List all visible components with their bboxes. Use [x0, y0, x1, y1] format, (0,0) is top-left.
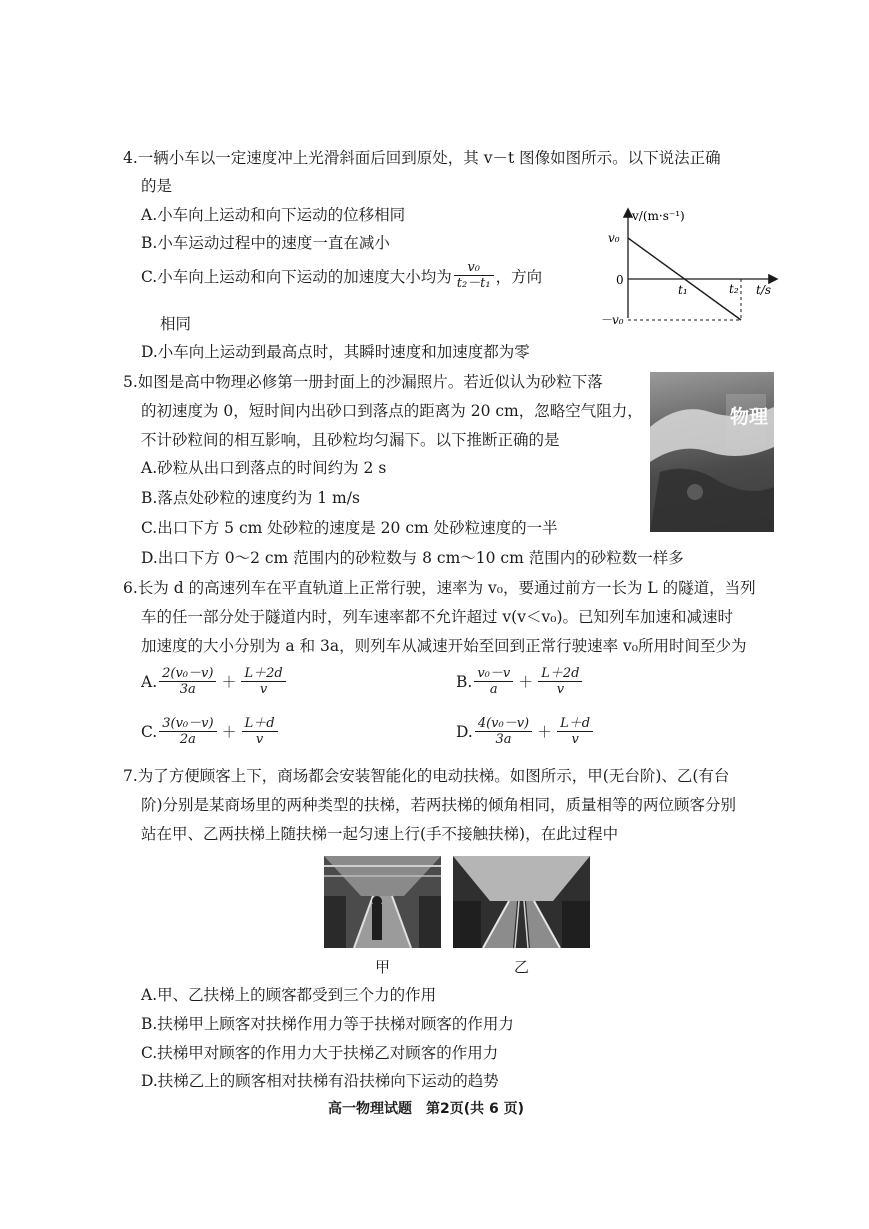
q6-line2: 车的任一部分处于隧道内时，列车速率都不允许超过 v(v＜v₀)。已知列车加速和减速时 [141, 608, 734, 626]
q7-option-c: C.扶梯甲对顾客的作用力大于扶梯乙对顾客的作用力 [141, 1044, 499, 1062]
q6-c-d1: 2a [179, 732, 196, 747]
q6-a-frac1 [159, 666, 216, 697]
graph-v0: v₀ [608, 231, 620, 245]
q6-a-d2: v [259, 682, 268, 697]
q6-line1: 6.长为 d 的高速列车在平直轨道上正常行驶，速率为 v₀，要通过前方一长为 L 的隧道，当列 [123, 579, 756, 597]
q7-option-b: B.扶梯甲上顾客对扶梯作用力等于扶梯对顾客的作用力 [141, 1015, 514, 1033]
q6-d-frac2 [557, 716, 593, 747]
q5-option-d: D.出口下方 0～2 cm 范围内的砂粒数与 8 cm～10 cm 范围内的砂粒数一样多 [141, 549, 684, 567]
q7-option-a: A.甲、乙扶梯上的顾客都受到三个力的作用 [141, 986, 437, 1004]
q6-c-d2: v [255, 732, 264, 747]
q5-option-a: A.砂粒从出口到落点的时间约为 2 s [141, 459, 387, 477]
q4-stem-line2: 的是 [141, 177, 173, 195]
q4-option-d: D.小车向上运动到最高点时，其瞬时速度和加速度都为零 [141, 343, 530, 361]
q6-b-d1: a [489, 682, 498, 697]
q6-c-frac1 [159, 716, 216, 747]
physics-book-cover-photo [650, 372, 774, 532]
q5-option-c: C.出口下方 5 cm 处砂粒的速度是 20 cm 处砂粒速度的一半 [141, 519, 558, 537]
caption-jia: 甲 [375, 958, 391, 976]
q6-b-label: B. [456, 672, 473, 691]
q4-option-c-post: ，方向 [495, 267, 543, 286]
q4-option-c-pre: C.小车向上运动和向下运动的加速度大小均为 [141, 267, 452, 286]
q6-a-plus: ＋ [221, 673, 237, 691]
graph-ylabel: v/(m·s⁻¹) [632, 209, 685, 223]
q5-line2: 的初速度为 0，短时间内出砂口到落点的距离为 20 cm，忽略空气阻力， [141, 402, 643, 420]
escalator-jia-illustration [324, 856, 441, 948]
cover-illustration [650, 372, 774, 532]
q6-a-n2: L＋2d [241, 666, 285, 682]
graph-neg-v0: －v₀ [600, 313, 624, 327]
q6-a-n1: 2(v₀－v) [159, 666, 216, 682]
q5-line1: 5.如图是高中物理必修第一册封面上的沙漏照片。若近似认为砂粒下落 [123, 373, 603, 391]
q4-option-c-fraction [454, 260, 494, 291]
q6-option-d [456, 716, 595, 747]
q6-a-frac2 [241, 666, 285, 697]
q6-c-n1: 3(v₀－v) [159, 716, 216, 732]
escalator-yi-photo [453, 856, 590, 948]
graph-zero: 0 [616, 273, 624, 287]
q4-vt-graph [598, 200, 788, 330]
q4-option-c-line2: 相同 [160, 315, 192, 333]
q6-d-n1: 4(v₀－v) [475, 716, 532, 732]
q4-option-c [141, 260, 542, 291]
q7-line1: 7.为了方便顾客上下，商场都会安装智能化的电动扶梯。如图所示，甲(无台阶)、乙(有台 [123, 767, 730, 785]
q6-a-label: A. [141, 672, 158, 691]
q6-c-label: C. [141, 722, 158, 741]
q6-d-d2: v [571, 732, 579, 747]
q6-b-frac2 [538, 666, 582, 697]
q6-b-n2: L＋2d [538, 666, 582, 682]
q7-line2: 阶)分别是某商场里的两种类型的扶梯，若两扶梯的倾角相同，质量相等的两位顾客分别 [141, 796, 737, 814]
q6-option-b [456, 666, 584, 697]
q6-b-frac1 [474, 666, 513, 697]
q6-b-plus: ＋ [518, 673, 534, 691]
q6-c-n2: L＋d [242, 716, 278, 732]
graph-t2: t₂ [729, 282, 739, 296]
q6-a-d1: 3a [179, 682, 196, 697]
q4-option-b: B.小车运动过程中的速度一直在减小 [141, 234, 390, 252]
q6-c-plus: ＋ [221, 723, 237, 741]
q6-b-n1: v₀－v [474, 666, 513, 682]
q5-option-b: B.落点处砂粒的速度约为 1 m/s [141, 489, 360, 507]
q7-line3: 站在甲、乙两扶梯上随扶梯一起匀速上行(手不接触扶梯)，在此过程中 [141, 825, 619, 843]
q6-d-frac1 [475, 716, 532, 747]
page-footer: 高一物理试题 第2页(共 6 页) [328, 1101, 525, 1117]
q4-c-numerator: v₀ [454, 260, 494, 276]
caption-yi: 乙 [514, 958, 530, 976]
q6-option-a [141, 666, 288, 697]
q6-d-d1: 3a [495, 732, 512, 747]
q4-option-a: A.小车向上运动和向下运动的位移相同 [141, 206, 406, 224]
q6-line3: 加速度的大小分别为 a 和 3a，则列车从减速开始至回到正常行驶速率 v₀所用时间至少为 [141, 637, 747, 655]
q5-line3: 不计砂粒间的相互影响，且砂粒均匀漏下。以下推断正确的是 [141, 431, 560, 449]
q7-option-d: D.扶梯乙上的顾客相对扶梯有沿扶梯向下运动的趋势 [141, 1072, 499, 1090]
q4-stem-line1: 4.一辆小车以一定速度冲上光滑斜面后回到原处，其 v－t 图像如图所示。以下说法正确 [123, 149, 721, 167]
cover-title: 物理 [730, 406, 769, 428]
graph-t1: t₁ [678, 283, 688, 297]
graph-xlabel: t/s [756, 283, 772, 297]
q6-d-label: D. [456, 722, 473, 741]
q6-option-c [141, 716, 280, 747]
q6-d-n2: L＋d [557, 716, 593, 732]
q6-d-plus: ＋ [537, 723, 553, 741]
q4-c-denominator: t₂－t₁ [456, 276, 491, 291]
escalator-yi-illustration [453, 856, 590, 948]
escalator-jia-photo [324, 856, 441, 948]
q6-b-d2: v [556, 682, 565, 697]
q6-c-frac2 [242, 716, 278, 747]
